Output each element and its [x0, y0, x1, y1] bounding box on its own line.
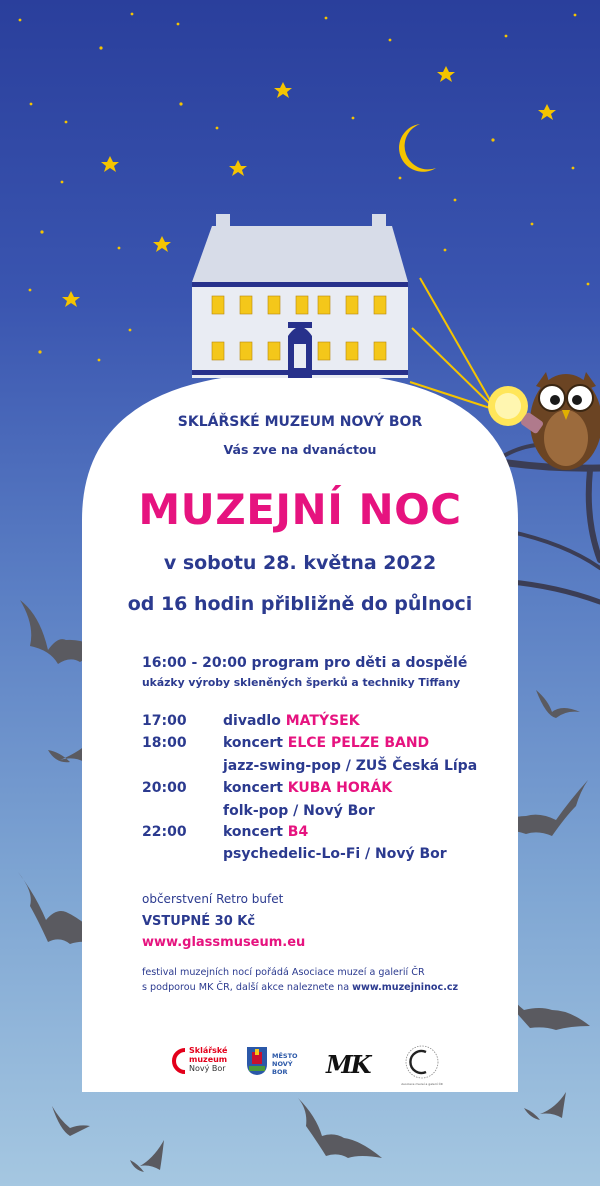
- museum-building: [192, 214, 408, 378]
- mesto-novy-bor-logo: [246, 1046, 310, 1078]
- amg-logo-text: Asociace muzeí a galerií ČR: [401, 1082, 443, 1086]
- schedule-item: [223, 713, 360, 729]
- sklarske-logo-line-2: muzeum: [189, 1055, 228, 1064]
- schedule-time: 20:00: [142, 780, 187, 796]
- amg-logo: [401, 1044, 443, 1086]
- performer-name: MATÝSEK: [285, 713, 360, 729]
- program-line-2: ukázky výroby skleněných šperků a techniky Tiffany: [142, 676, 461, 689]
- schedule-prefix: koncert: [223, 824, 288, 840]
- admission-price: VSTUPNÉ 30 Kč: [142, 914, 256, 929]
- schedule-time: 17:00: [142, 713, 187, 729]
- sklarske-muzeum-logo: [172, 1046, 228, 1078]
- invitation-text: Vás zve na dvanáctou: [223, 442, 377, 457]
- light-rays: [410, 278, 490, 408]
- performer-name: KUBA HORÁK: [287, 780, 393, 796]
- performer-name: ELCE PELZE BAND: [287, 735, 430, 751]
- schedule-time: 18:00: [142, 735, 187, 751]
- performer-name: B4: [287, 824, 309, 840]
- mesto-logo-line-2: NOVÝ BOR: [272, 1060, 293, 1076]
- schedule-time: 22:00: [142, 824, 187, 840]
- sklarske-logo-line-1: Sklářské: [189, 1046, 228, 1055]
- schedule-detail: jazz-swing-pop / ZUŠ Česká Lípa: [223, 758, 478, 774]
- sklarske-logo-line-3: Nový Bor: [189, 1064, 226, 1073]
- website-link[interactable]: www.glassmuseum.eu: [142, 935, 306, 950]
- schedule-item: [223, 735, 429, 751]
- muzejninoc-link[interactable]: www.muzejninoc.cz: [352, 982, 459, 993]
- town-crest-icon: [246, 1046, 268, 1076]
- mk-logo-text: MK: [326, 1050, 370, 1079]
- event-title: MUZEJNÍ NOC: [138, 485, 462, 534]
- schedule-prefix: koncert: [223, 735, 288, 751]
- event-date: v sobotu 28. května 2022: [163, 552, 437, 574]
- schedule-detail: folk-pop / Nový Bor: [223, 803, 375, 819]
- footer-line-2-text: s podporou MK ČR, další akce naleznete na: [142, 982, 353, 993]
- amg-ring-icon: [404, 1044, 440, 1080]
- schedule-detail: psychedelic-Lo-Fi / Nový Bor: [223, 846, 447, 862]
- footer-line-1: festival muzejních nocí pořádá Asociace muzeí a galerií ČR: [142, 967, 425, 978]
- sklarske-logo-mark-icon: [172, 1048, 186, 1074]
- schedule-prefix: koncert: [223, 780, 288, 796]
- schedule-item: [223, 780, 392, 796]
- museum-name: SKLÁŘSKÉ MUZEUM NOVÝ BOR: [177, 414, 423, 430]
- mesto-logo-line-1: MĚSTO: [272, 1052, 298, 1060]
- program-line-1: 16:00 - 20:00 program pro děti a dospělé: [142, 655, 468, 671]
- event-hours: od 16 hodin přibližně do půlnoci: [127, 593, 473, 615]
- schedule-item: [223, 824, 308, 840]
- mk-cr-logo: [326, 1050, 378, 1079]
- schedule-prefix: divadlo: [223, 713, 286, 729]
- refreshment-text: občerstvení Retro bufet: [142, 892, 284, 906]
- footer-line-2: [142, 982, 458, 993]
